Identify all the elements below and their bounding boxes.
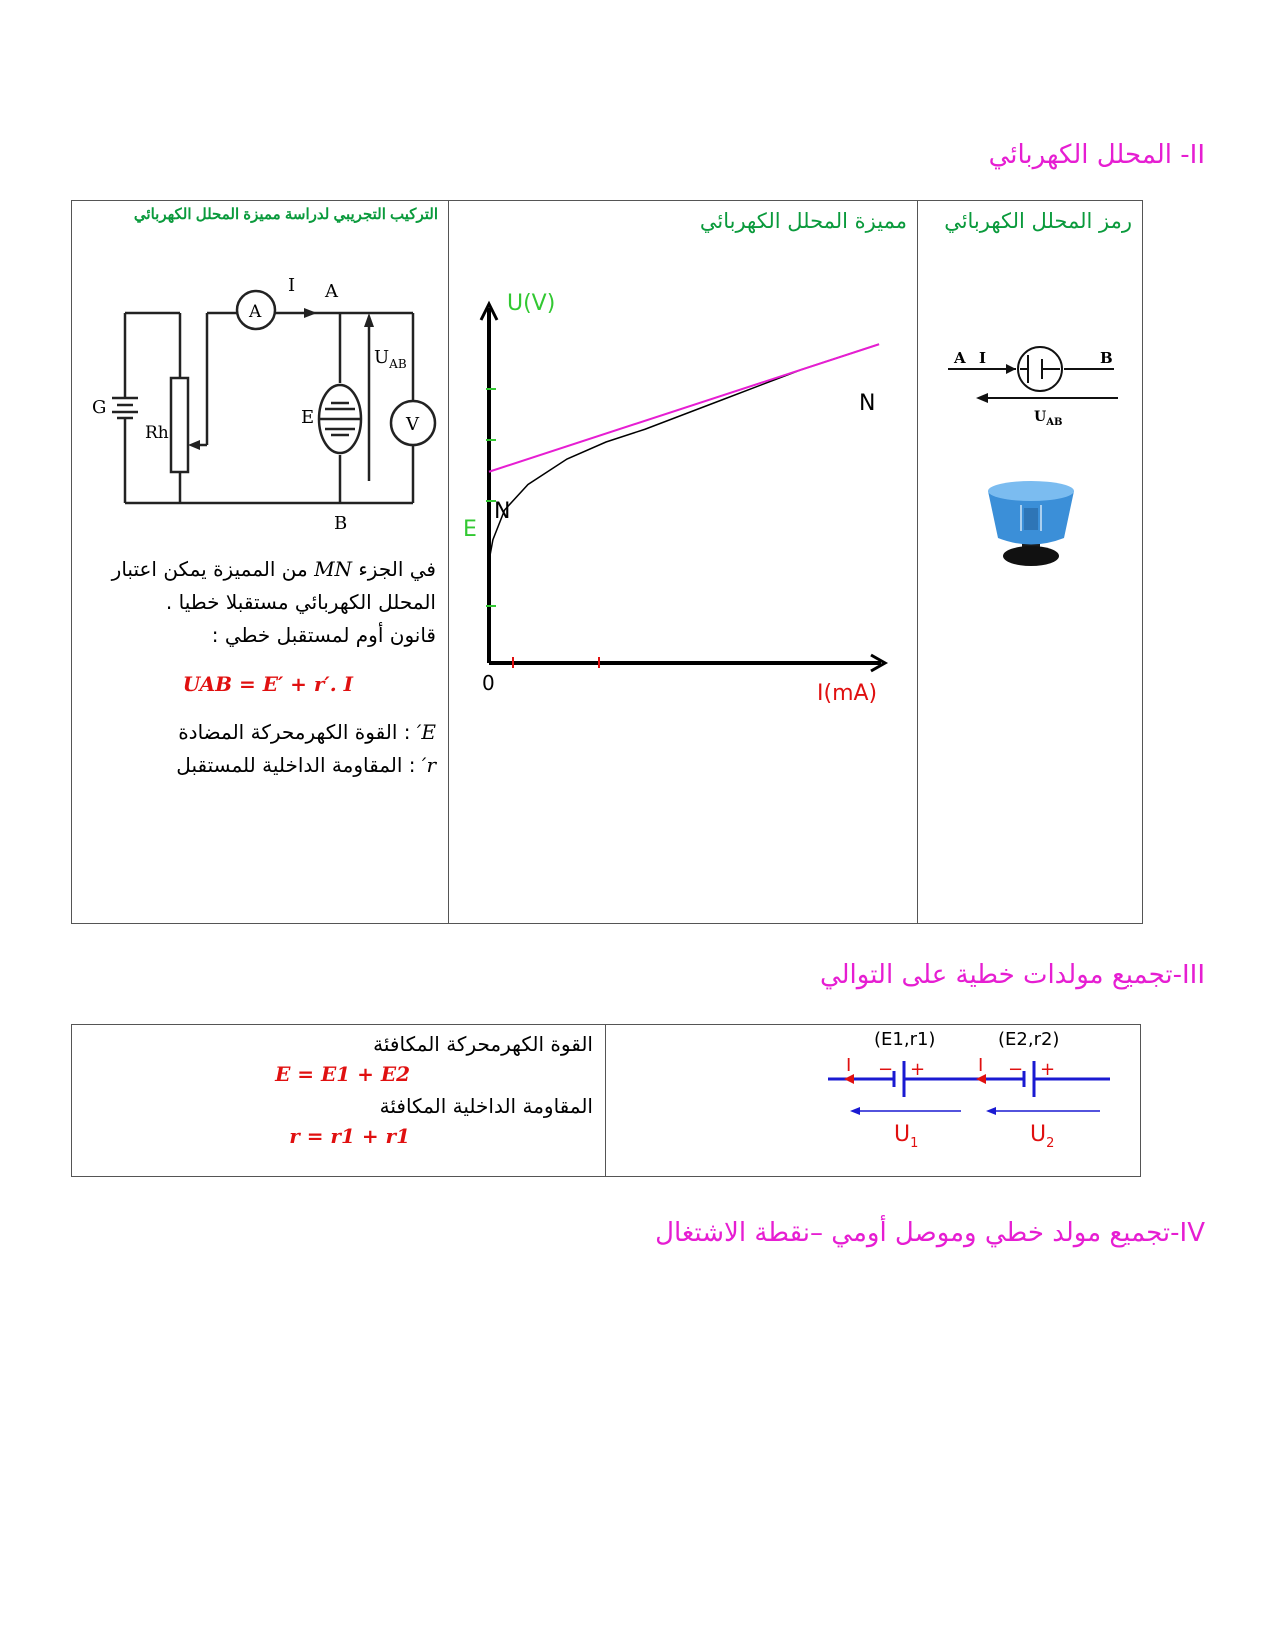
setup-cell [72,201,449,924]
electrolyzer-photo [988,481,1074,566]
current-label-2: I [978,1055,984,1076]
gen1-plus: + [910,1059,926,1080]
label-uab: $U_{AB}$ [374,347,407,371]
characteristic-chart [449,238,917,718]
series-line-1 [489,344,879,472]
gen2-plus: + [1040,1059,1056,1080]
gen2-minus: − [1008,1059,1024,1080]
generator-1-label: (E1,r1) [874,1029,936,1050]
def-emf-var: E′ [416,720,436,744]
origin-label: 0 [482,671,495,695]
u1-label: $U_1$ [894,1122,919,1151]
generator-2-label: (E2,r2) [998,1029,1060,1050]
section-3-heading: III-تجميع مولدات خطية على التوالي [819,960,1205,990]
def-emf-text: : القوة الكهرمحركة المضادة [178,720,411,744]
label-current: I [288,275,296,296]
section-2-heading: II- المحلل الكهربائي [988,140,1205,170]
symbol-i: I [979,349,987,367]
characteristic-title: مميزة المحلل الكهربائي [699,209,907,233]
voltmeter-label: V [406,414,419,435]
y-axis-label: U(V) [507,291,556,316]
symbol-uab: $U_{AB}$ [1034,409,1063,428]
e-label: E [463,517,477,542]
setup-circuit-diagram [72,223,448,553]
symbol-a: A [954,349,966,367]
ammeter-label: A [249,302,262,322]
setup-title: التركيب التجريبي لدراسة مميزة المحلل الكهربائي [133,206,438,223]
def-emf [72,716,448,749]
emf-formula: E = E1 + E2 [275,1062,410,1086]
current-label-1: I [846,1055,852,1076]
label-node-b: B [334,513,348,534]
x-axis-label: I(mA) [817,681,878,706]
emf-label: القوة الكهرمحركة المكافئة [373,1032,593,1056]
label-rh: Rh [145,423,169,443]
electrolyzer-symbol [918,273,1142,573]
mn-paragraph [72,553,448,619]
n-high-label: N [859,391,876,416]
def-resistance [72,749,448,782]
series-generators-table [71,1024,1141,1177]
mn-prefix: في الجزء [358,557,436,581]
label-electrolyzer: E [301,407,315,428]
symbol-cell [918,201,1143,924]
gen1-minus: − [878,1059,894,1080]
u2-label: $U_2$ [1030,1122,1055,1151]
label-g: G [92,397,107,418]
resistance-label: المقاومة الداخلية المكافئة [379,1094,593,1118]
series-generators-diagram [606,1025,1140,1175]
def-resistance-var: r′ [421,753,436,777]
def-resistance-text: : المقاومة الداخلية للمستقبل [176,753,416,777]
ohm-law-intro: قانون أوم لمستقبل خطي : [211,623,436,647]
characteristic-cell [449,201,918,924]
resistance-formula: r = r1 + r1 [289,1124,410,1148]
electrolyzer-table [71,200,1143,924]
equivalent-values-cell [72,1025,606,1177]
ohm-law-formula: UAB = E′ + r′. I [182,672,353,696]
symbol-b: B [1100,349,1113,367]
n-low-label: N [494,499,511,524]
label-node-a: A [325,281,338,302]
series-diagram-cell [606,1025,1141,1177]
section-4-heading: IV-تجميع مولد خطي وموصل أومي –نقطة الاشتغال [655,1218,1205,1248]
mn-suffix: من المميزة يمكن اعتبار المحلل الكهربائي مستقبلا خطيا . [111,557,436,614]
symbol-title: رمز المحلل الكهربائي [944,209,1132,233]
mn-var: MN [314,557,353,581]
